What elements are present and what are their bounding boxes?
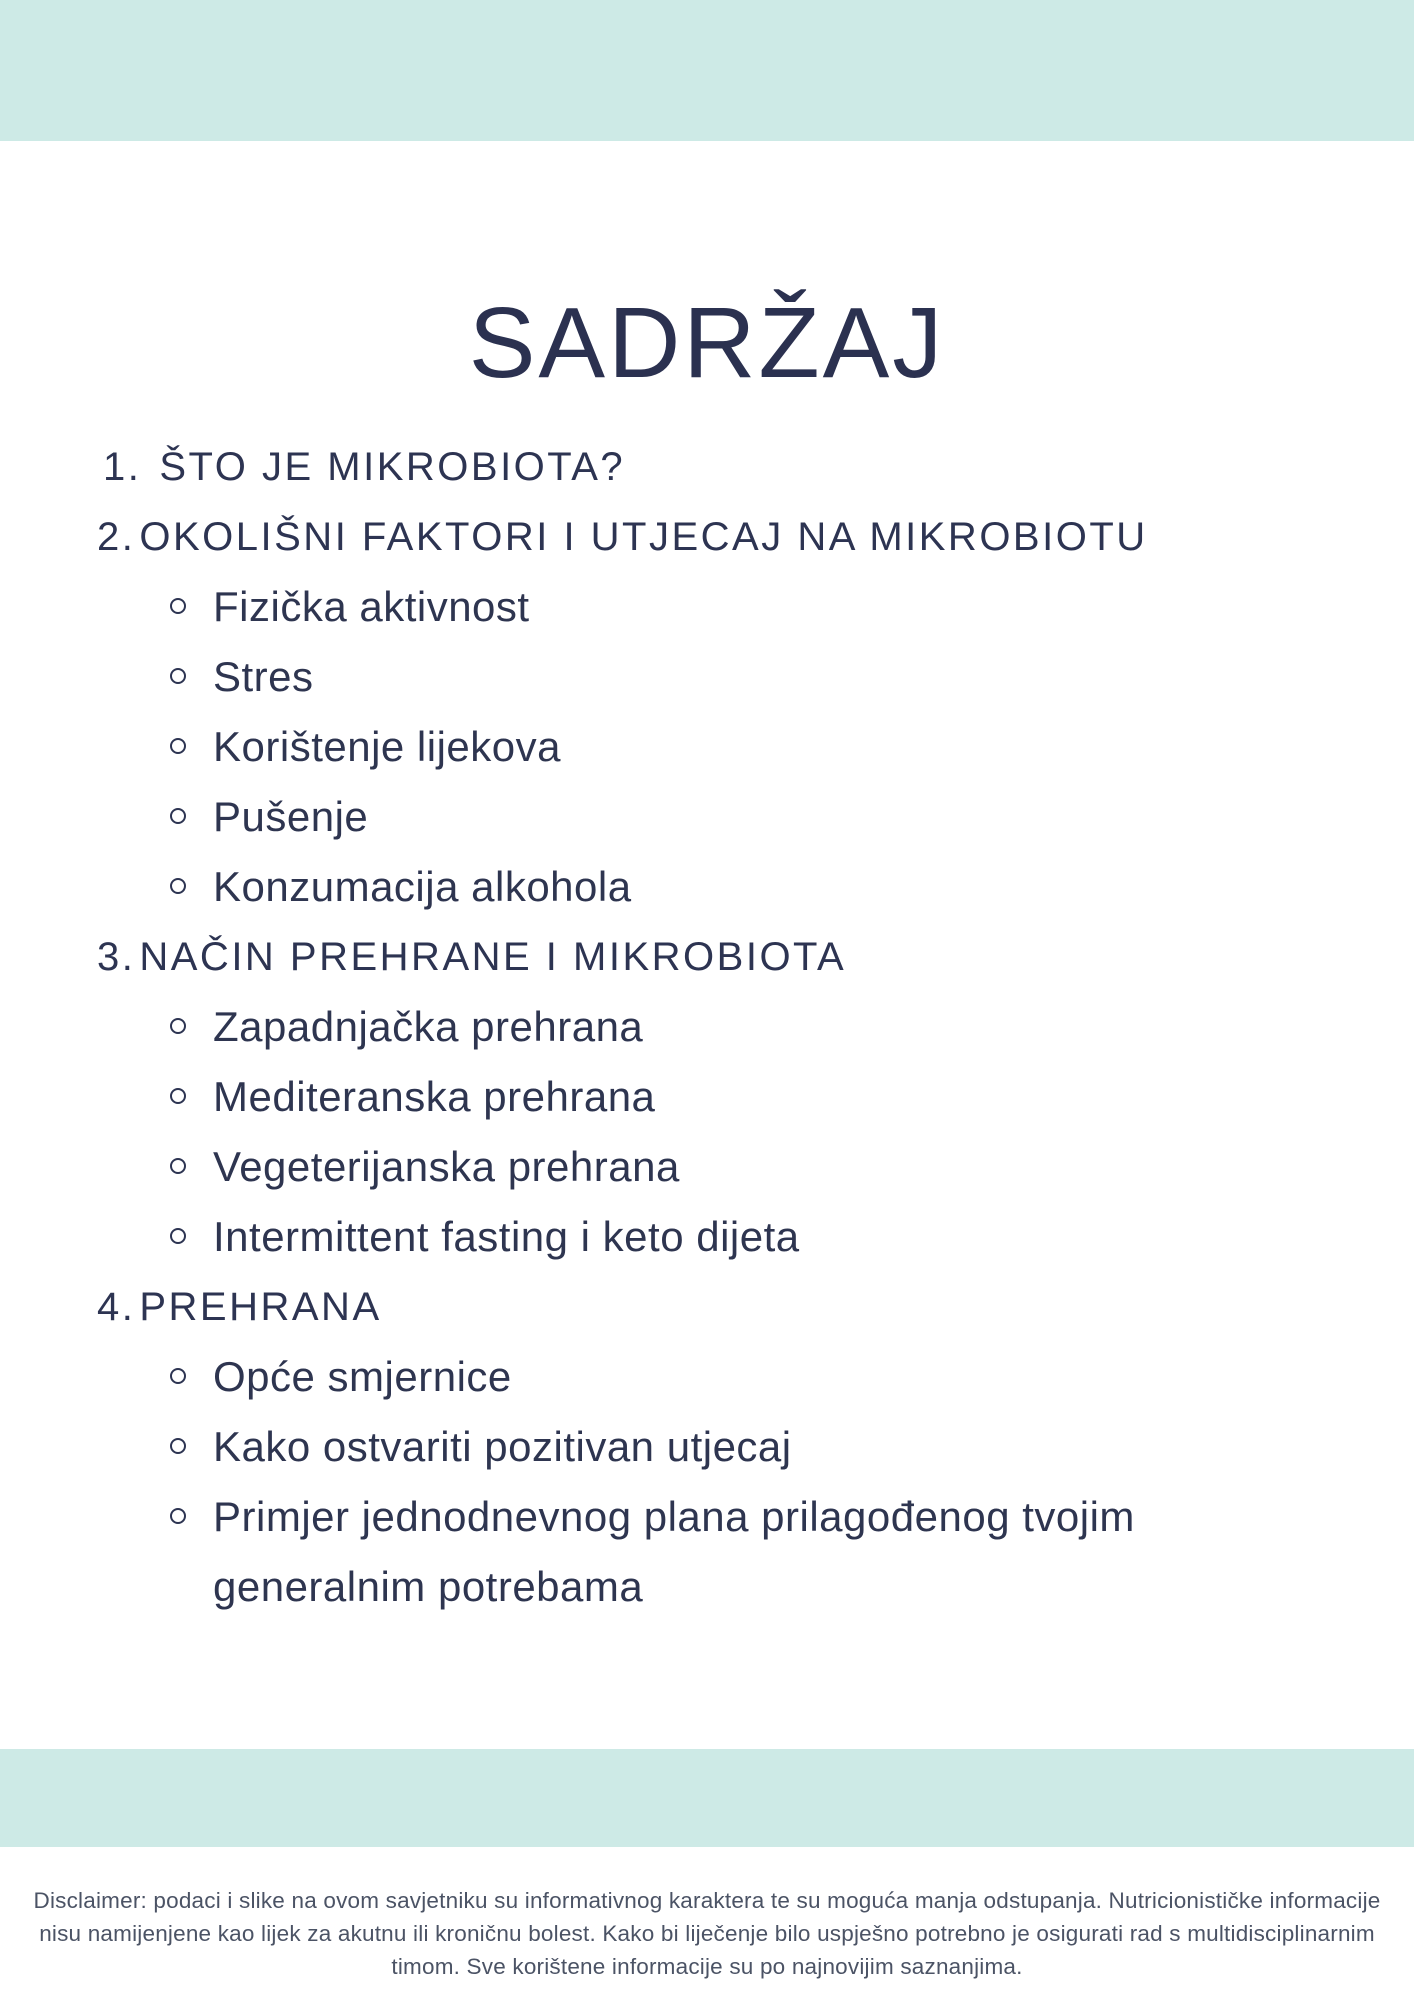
toc-subitem-label: Zapadnjačka prehrana bbox=[213, 1003, 644, 1050]
toc-section-4-number: 4. bbox=[97, 1285, 136, 1329]
disclaimer-line: timom. Sve korištene informacije su po najnovijim saznanjima. bbox=[391, 1954, 1023, 1979]
toc-section-1 bbox=[0, 432, 1414, 502]
bullet-circle-icon bbox=[170, 1018, 186, 1034]
toc-subitem-label: Konzumacija alkohola bbox=[213, 863, 632, 910]
toc-section-1-label: ŠTO JE MIKROBIOTA? bbox=[159, 445, 626, 489]
toc-subitem-label: Pušenje bbox=[213, 793, 369, 840]
toc-subitem-label: Fizička aktivnost bbox=[213, 583, 530, 630]
toc-subitem-label: Vegeterijanska prehrana bbox=[213, 1143, 680, 1190]
bullet-circle-icon bbox=[170, 1088, 186, 1104]
toc-section-4 bbox=[0, 1272, 1414, 1342]
bullet-circle-icon bbox=[170, 668, 186, 684]
toc-subitem bbox=[0, 782, 1414, 852]
disclaimer-line: Disclaimer: podaci i slike na ovom savjetniku su informativnog karaktera te su moguća manja odstupanja. Nutricionističke informacije bbox=[33, 1888, 1381, 1913]
toc-section-2-number: 2. bbox=[97, 515, 136, 559]
bullet-circle-icon bbox=[170, 1158, 186, 1174]
toc-section-3-number: 3. bbox=[97, 935, 136, 979]
toc-subitem-label: Kako ostvariti pozitivan utjecaj bbox=[213, 1423, 792, 1470]
toc-subitem bbox=[0, 992, 1414, 1062]
toc-subitem-label: Stres bbox=[213, 653, 314, 700]
toc-subitem-label: Korištenje lijekova bbox=[213, 723, 562, 770]
toc-subitem bbox=[0, 572, 1414, 642]
bullet-circle-icon bbox=[170, 1228, 186, 1244]
bullet-circle-icon bbox=[170, 1368, 186, 1384]
toc-subitem bbox=[0, 712, 1414, 782]
toc-section-2 bbox=[0, 502, 1414, 572]
toc-section-1-number: 1. bbox=[103, 445, 142, 489]
bullet-circle-icon bbox=[170, 598, 186, 614]
toc-subitem-label: Intermittent fasting i keto dijeta bbox=[213, 1213, 800, 1260]
toc-subitem bbox=[0, 1412, 1414, 1482]
top-accent-band bbox=[0, 0, 1414, 141]
bullet-circle-icon bbox=[170, 808, 186, 824]
toc-subitem bbox=[0, 1202, 1414, 1272]
toc-section-4-label: PREHRANA bbox=[139, 1285, 382, 1329]
disclaimer-line: nisu namijenjene kao lijek za akutnu ili kroničnu bolest. Kako bi liječenje bilo uspješno potrebno je osigurati rad s multidisciplinarnim bbox=[39, 1921, 1375, 1946]
page-title: SADRŽAJ bbox=[468, 287, 946, 399]
disclaimer bbox=[0, 1884, 1414, 1983]
toc-section-3-label: NAČIN PREHRANE I MIKROBIOTA bbox=[139, 935, 847, 979]
bullet-circle-icon bbox=[170, 1438, 186, 1454]
toc-subitem bbox=[0, 1482, 1414, 1622]
toc-subitem-label: Opće smjernice bbox=[213, 1353, 512, 1400]
toc-section-2-label: OKOLIŠNI FAKTORI I UTJECAJ NA MIKROBIOTU bbox=[139, 515, 1148, 559]
toc-subitem-label: Primjer jednodnevnog plana prilagođenog tvojim generalnim potrebama bbox=[213, 1493, 1135, 1610]
toc-section-3 bbox=[0, 922, 1414, 992]
toc-subitem-label: Mediteranska prehrana bbox=[213, 1073, 656, 1120]
bullet-circle-icon bbox=[170, 878, 186, 894]
toc-subitem bbox=[0, 1062, 1414, 1132]
toc-subitem bbox=[0, 852, 1414, 922]
bottom-accent-band bbox=[0, 1749, 1414, 1847]
bullet-circle-icon bbox=[170, 738, 186, 754]
toc-subitem bbox=[0, 1132, 1414, 1202]
toc-subitem bbox=[0, 642, 1414, 712]
bullet-circle-icon bbox=[170, 1508, 186, 1524]
table-of-contents bbox=[0, 432, 1414, 1622]
toc-subitem bbox=[0, 1342, 1414, 1412]
